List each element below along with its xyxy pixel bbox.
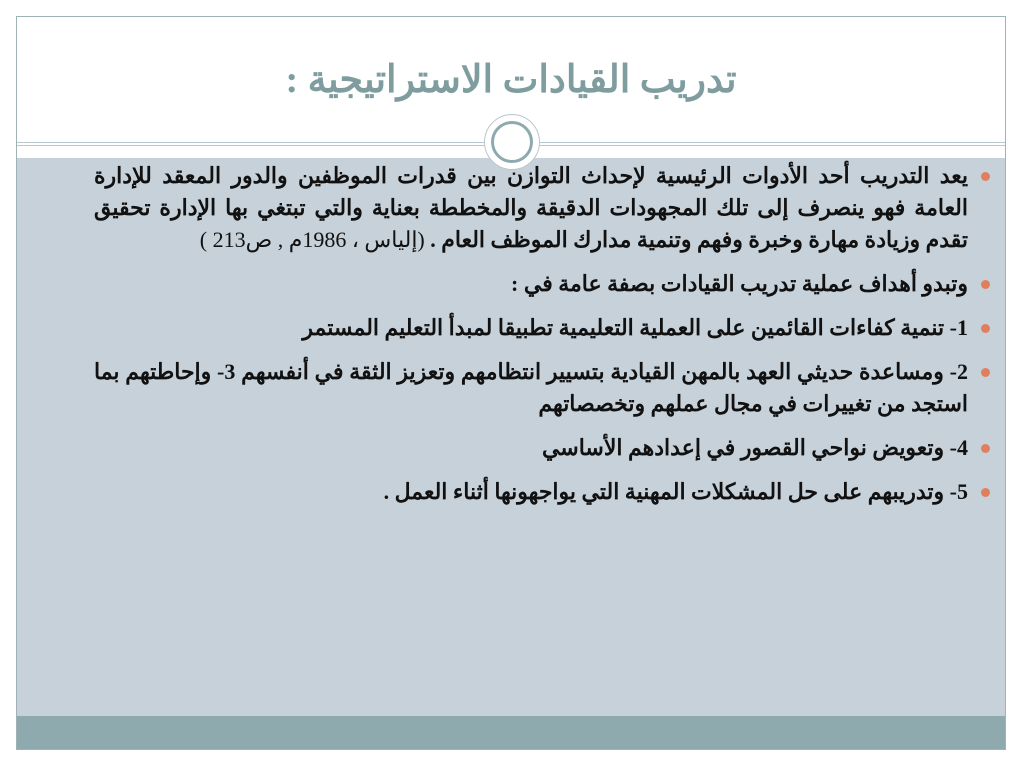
list-item-text: يعد التدريب أحد الأدوات الرئيسية لإحداث التوازن بين قدرات الموظفين والدور المعقد للإدارة العامة فهو ينصرف إلى تلك المجهودات الدقيقة والمخططة بعناية والتي تبتغي بها الإدارة تحقيق تقدم وزيادة مهارة وخبرة وفهم وتنمية مدارك الموظف العام . [94,163,968,252]
list-item [94,312,994,344]
list-item-text: 1- تنمية كفاءات القائمين على العملية التعليمية تطبيقا لمبدأ التعليم المستمر [302,315,968,340]
list-item [94,476,994,508]
list-item-text: 5- وتدريبهم على حل المشكلات المهنية التي يواجهونها أثناء العمل . [383,479,968,504]
footer-bar [17,716,1005,750]
bullet-list [94,160,994,508]
bullet-dot-icon [981,488,990,497]
list-item [94,160,994,256]
circle-ornament-inner [491,121,533,163]
bullet-dot-icon [981,368,990,377]
bullet-dot-icon [981,280,990,289]
bullet-dot-icon [981,172,990,181]
citation: (إلياس ، 1986م , ص213 ) [199,227,431,252]
list-item [94,432,994,464]
slide-content [94,160,994,520]
list-item-text: 4- وتعويض نواحي القصور في إعدادهم الأساسي [541,435,968,460]
list-item [94,268,994,300]
slide-title: تدريب القيادات الاستراتيجية : [285,59,737,101]
list-item-text: وتبدو أهداف عملية تدريب القيادات بصفة عامة في : [511,271,968,296]
list-item-text: 2- ومساعدة حديثي العهد بالمهن القيادية بتسيير انتظامهم وتعزيز الثقة في أنفسهم 3- وإحاطتهم بما استجد من تغييرات في مجال عملهم وتخصصاتهم [94,359,968,416]
list-item [94,356,994,420]
bullet-dot-icon [981,324,990,333]
bullet-dot-icon [981,444,990,453]
